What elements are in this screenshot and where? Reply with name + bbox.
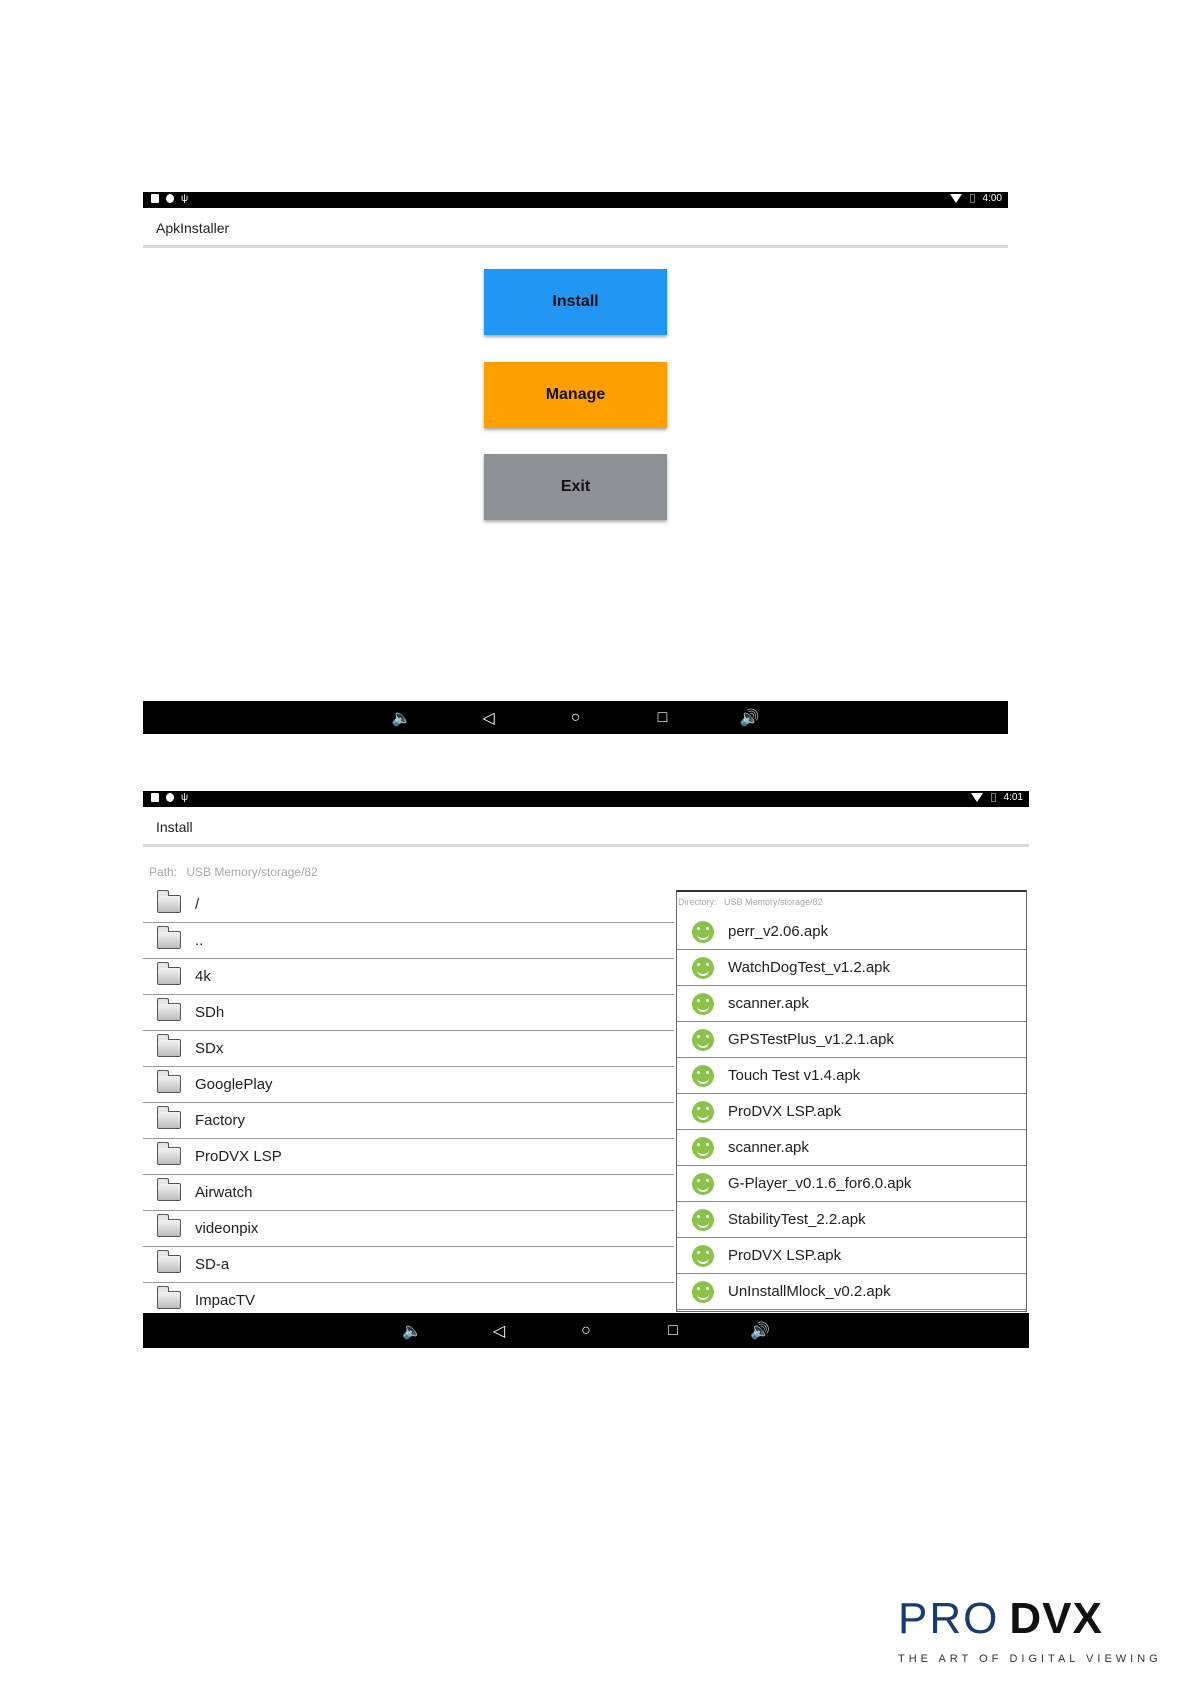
recents-icon[interactable]: □ (657, 708, 668, 726)
navigation-bar (143, 1313, 1029, 1348)
android-icon (166, 194, 174, 203)
apk-label: scanner.apk (728, 1139, 809, 1156)
wifi-icon (950, 194, 962, 203)
battery-icon (991, 793, 996, 802)
list-item[interactable] (677, 1274, 1026, 1310)
apk-list[interactable] (677, 914, 1026, 1312)
android-apk-icon (692, 1245, 714, 1267)
volume-up-icon[interactable]: 🔊 (750, 1322, 770, 1340)
recents-icon[interactable]: □ (668, 1321, 678, 1339)
volume-down-icon[interactable]: 🔈 (391, 709, 412, 727)
list-item[interactable] (143, 995, 674, 1031)
directory-line (678, 897, 823, 907)
list-item[interactable] (677, 1166, 1026, 1202)
folder-list[interactable] (143, 887, 674, 1312)
android-apk-icon (692, 1173, 714, 1195)
android-apk-icon (692, 993, 714, 1015)
apk-label: GPSTestPlus_v1.2.1.apk (728, 1031, 894, 1048)
status-bar (143, 791, 1029, 807)
directory-value: USB Memory/storage/82 (724, 897, 823, 907)
logo-pro: PRO (898, 1594, 1000, 1643)
list-item[interactable] (143, 1211, 674, 1247)
app-bar (143, 208, 1008, 248)
app-title: Install (156, 819, 193, 835)
usb-icon: ψ (181, 792, 189, 803)
exit-button[interactable]: Exit (484, 454, 667, 520)
list-item[interactable] (677, 1058, 1026, 1094)
apk-label: ProDVX LSP.apk (728, 1103, 842, 1120)
logo-tagline: THE ART OF DIGITAL VIEWING (898, 1653, 1162, 1665)
folder-icon (157, 1255, 181, 1273)
path-label: Path: (149, 865, 178, 879)
android-apk-icon (692, 921, 714, 943)
list-item[interactable] (143, 1031, 674, 1067)
folder-icon (157, 1291, 181, 1309)
home-icon[interactable]: ○ (570, 708, 581, 726)
android-apk-icon (692, 1101, 714, 1123)
screen-apkinstaller-main (143, 192, 1008, 734)
android-apk-icon (692, 957, 714, 979)
logo-dvx: DVX (1009, 1594, 1103, 1643)
apk-label: perr_v2.06.apk (728, 923, 829, 940)
list-item[interactable] (143, 1247, 674, 1283)
android-apk-icon (692, 1137, 714, 1159)
back-icon[interactable]: ◁ (492, 1322, 506, 1340)
folder-label: videonpix (195, 1220, 259, 1237)
folder-label: / (195, 896, 200, 913)
status-time: 4:00 (982, 193, 1002, 204)
folder-icon (157, 1039, 181, 1057)
notification-icons (151, 793, 188, 802)
sd-card-icon (151, 793, 159, 802)
folder-label: ProDVX LSP (195, 1148, 282, 1165)
path-value: USB Memory/storage/82 (186, 865, 318, 879)
list-item[interactable] (143, 1139, 674, 1175)
sd-card-icon (151, 194, 159, 203)
folder-label: .. (195, 932, 204, 949)
folder-icon (157, 1219, 181, 1237)
apk-label: ProDVX LSP.apk (728, 1247, 842, 1264)
folder-label: 4k (195, 968, 211, 985)
list-item[interactable] (677, 1094, 1026, 1130)
android-apk-icon (692, 1209, 714, 1231)
folder-icon (157, 1075, 181, 1093)
folder-label: Factory (195, 1112, 246, 1129)
list-item[interactable] (143, 887, 674, 923)
apk-label: StabilityTest_2.2.apk (728, 1211, 866, 1228)
apk-label: UnInstallMlock_v0.2.apk (728, 1283, 891, 1300)
apk-label: Touch Test v1.4.apk (728, 1067, 861, 1084)
apk-file-panel[interactable] (676, 890, 1027, 1312)
status-bar (143, 192, 1008, 208)
list-item[interactable] (143, 959, 674, 995)
apk-label: scanner.apk (728, 995, 809, 1012)
app-bar (143, 807, 1029, 847)
battery-icon (970, 194, 975, 203)
folder-label: SD-a (195, 1256, 230, 1273)
logo-wordmark (898, 1594, 1148, 1651)
list-item[interactable] (143, 923, 674, 959)
path-line (149, 865, 318, 879)
system-icons (971, 792, 1023, 803)
list-item[interactable] (143, 1103, 674, 1139)
parent-folder-icon (157, 931, 181, 949)
list-item[interactable] (677, 986, 1026, 1022)
manage-button[interactable]: Manage (484, 362, 667, 428)
folder-icon (157, 1003, 181, 1021)
prodvx-logo (898, 1594, 1162, 1665)
folder-label: ImpacTV (195, 1292, 256, 1309)
home-icon[interactable]: ○ (581, 1321, 591, 1339)
list-item[interactable] (677, 914, 1026, 950)
android-apk-icon (692, 1281, 714, 1303)
list-item[interactable] (143, 1175, 674, 1211)
apk-label: G-Player_v0.1.6_for6.0.apk (728, 1175, 912, 1192)
volume-up-icon[interactable]: 🔊 (739, 709, 760, 727)
list-item[interactable] (677, 1238, 1026, 1274)
list-item[interactable] (677, 950, 1026, 986)
folder-label: SDh (195, 1004, 225, 1021)
root-folder-icon (157, 895, 181, 913)
folder-label: Airwatch (195, 1184, 253, 1201)
list-item[interactable] (677, 1202, 1026, 1238)
folder-icon (157, 967, 181, 985)
back-icon[interactable]: ◁ (482, 709, 495, 727)
folder-label: GooglePlay (195, 1076, 273, 1093)
directory-label: Directory: (678, 897, 717, 907)
android-icon (166, 793, 174, 802)
list-item[interactable] (677, 1022, 1026, 1058)
notification-icons (151, 194, 188, 203)
android-apk-icon (692, 1065, 714, 1087)
list-item[interactable] (143, 1067, 674, 1103)
wifi-icon (971, 793, 983, 802)
system-icons (950, 193, 1002, 204)
list-item[interactable] (143, 1283, 674, 1312)
android-apk-icon (692, 1029, 714, 1051)
install-button[interactable]: Install (484, 269, 667, 335)
apk-label: WatchDogTest_v1.2.apk (728, 959, 891, 976)
navigation-bar (143, 701, 1008, 734)
status-time: 4:01 (1003, 792, 1023, 803)
folder-icon (157, 1147, 181, 1165)
app-title: ApkInstaller (156, 220, 230, 236)
list-item[interactable] (677, 1130, 1026, 1166)
usb-icon: ψ (181, 193, 189, 204)
volume-down-icon[interactable]: 🔈 (402, 1322, 422, 1340)
folder-label: SDx (195, 1040, 224, 1057)
folder-icon (157, 1111, 181, 1129)
folder-icon (157, 1183, 181, 1201)
screen-install (143, 791, 1029, 1348)
